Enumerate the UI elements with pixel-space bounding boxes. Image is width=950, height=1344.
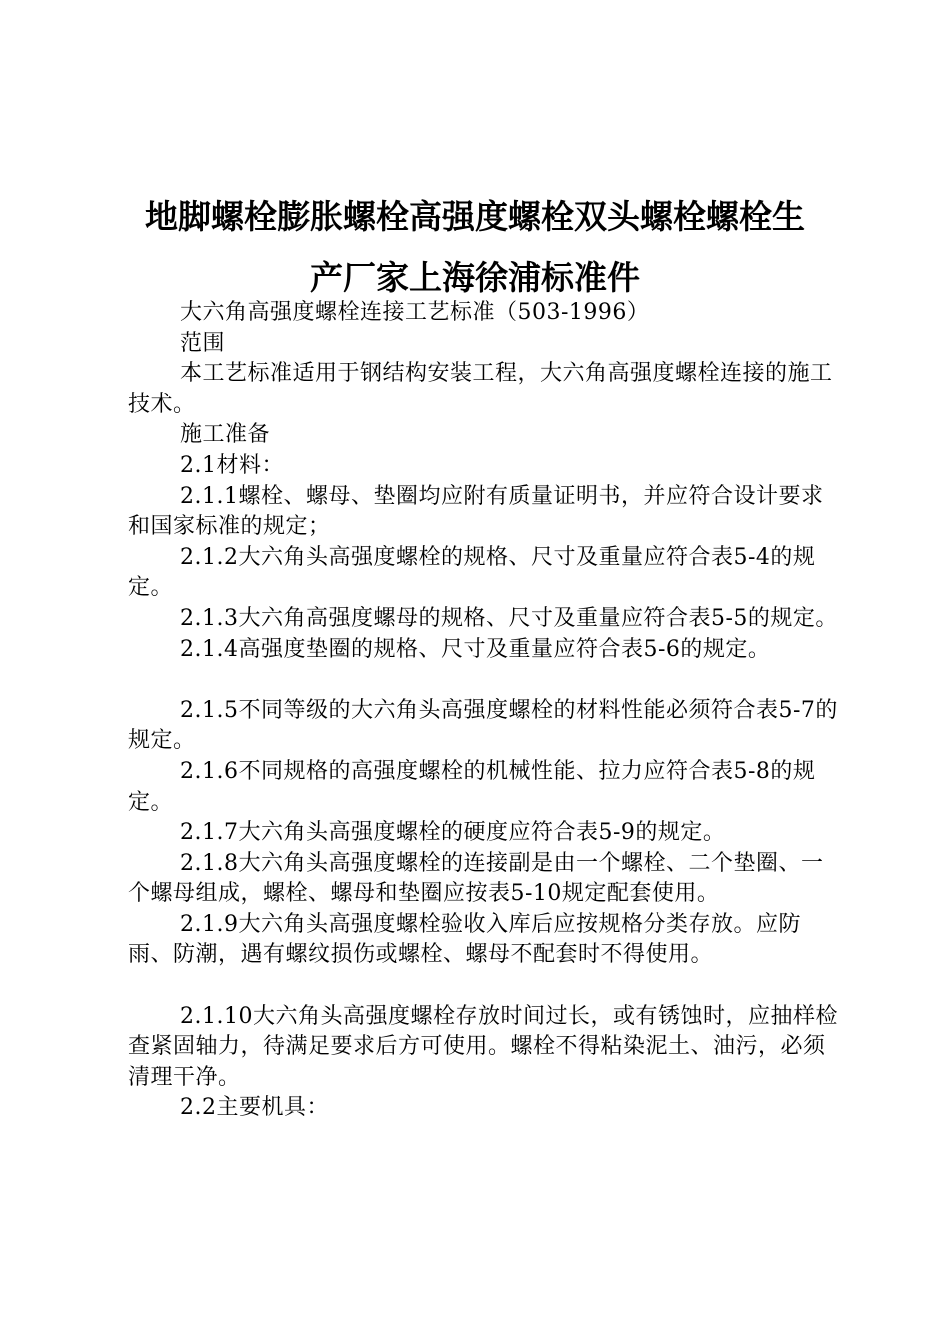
- item-2-1-1: 2.1.1螺栓、螺母、垫圈均应附有质量证明书，并应符合设计要求和国家标准的规定；: [128, 483, 824, 540]
- document-body: [128, 298, 838, 1124]
- section-preparation: 施工准备: [180, 422, 271, 448]
- subsection-materials: 2.1材料：: [180, 452, 284, 478]
- item-2-1-5: 2.1.5不同等级的大六角头高强度螺栓的材料性能必须符合表5-7的规定。: [128, 697, 838, 754]
- title-line-2: 产厂家上海徐浦标准件: [310, 258, 640, 297]
- document-title: [100, 186, 850, 308]
- item-2-1-3: 2.1.3大六角高强度螺母的规格、尺寸及重量应符合表5-5的规定。: [180, 605, 838, 631]
- item-2-1-4: 2.1.4高强度垫圈的规格、尺寸及重量应符合表5-6的规定。: [180, 636, 771, 662]
- item-2-1-2: 2.1.2大六角头高强度螺栓的规格、尺寸及重量应符合表5-4的规定。: [128, 544, 816, 601]
- item-2-1-9: 2.1.9大六角头高强度螺栓验收入库后应按规格分类存放。应防雨、防潮，遇有螺纹损伤或螺栓、螺母不配套时不得使用。: [128, 911, 801, 968]
- standard-heading: 大六角高强度螺栓连接工艺标准（503-1996）: [180, 300, 650, 325]
- blank-line: [128, 971, 838, 1002]
- blank-line: [128, 665, 838, 696]
- item-2-1-7: 2.1.7大六角头高强度螺栓的硬度应符合表5-9的规定。: [180, 820, 726, 846]
- section-scope: 范围: [180, 330, 226, 356]
- title-line-1: 地脚螺栓膨胀螺栓高强度螺栓双头螺栓螺栓生: [145, 197, 805, 236]
- item-2-1-6: 2.1.6不同规格的高强度螺栓的机械性能、拉力应符合表5-8的规定。: [128, 758, 816, 815]
- subsection-main-tools: 2.2主要机具：: [180, 1095, 329, 1121]
- scope-text: 本工艺标准适用于钢结构安装工程，大六角高强度螺栓连接的施工技术。: [128, 361, 833, 417]
- item-2-1-8: 2.1.8大六角头高强度螺栓的连接副是由一个螺栓、二个垫圈、一个螺母组成，螺栓、螺母和垫圈应按表5-10规定配套使用。: [128, 850, 824, 907]
- item-2-1-10: 2.1.10大六角头高强度螺栓存放时间过长，或有锈蚀时，应抽样检查紧固轴力，待满足要求后方可使用。螺栓不得粘染泥土、油污，必须清理干净。: [128, 1003, 838, 1090]
